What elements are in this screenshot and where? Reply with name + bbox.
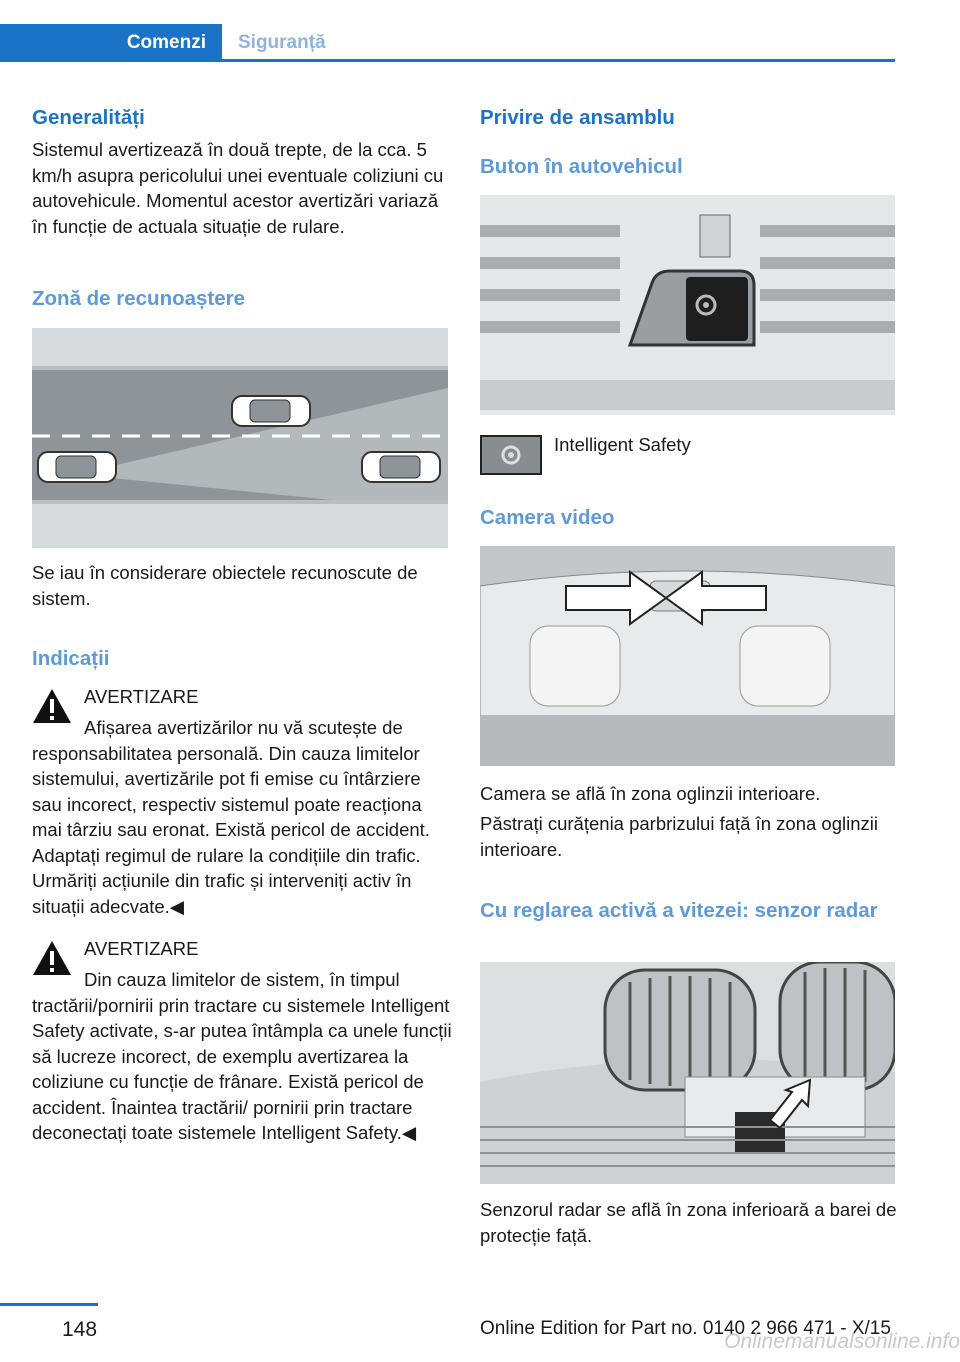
windshield-illustration (480, 546, 895, 766)
notes-heading: Indicații (32, 647, 110, 670)
road-illustration (32, 328, 448, 548)
camera-text-1: Camera se află în zona oglinzii interioare. (480, 783, 821, 804)
camera-text-2: Păstrați curățenia parbrizului față în zona oglinzii interioare. (480, 813, 878, 860)
radar-heading: Cu reglarea activă a vitezei: senzor radar (480, 899, 878, 922)
button-figure (480, 195, 895, 415)
general-heading: Generalități (32, 106, 145, 129)
button-heading: Buton în autovehicul (480, 155, 683, 178)
warning2-title: AVERTIZARE (84, 938, 199, 959)
intelligent-safety-button-icon[interactable] (480, 435, 542, 475)
radar-text: Senzorul radar se află în zona inferioară a barei de protecție față. (480, 1199, 897, 1246)
recognition-zone-figure (32, 328, 448, 548)
tab-underline (222, 59, 895, 62)
console-illustration (480, 195, 895, 415)
car-right (362, 452, 440, 482)
zone-heading: Zonă de recunoaștere (32, 287, 246, 310)
page-number: 148 (62, 1318, 98, 1341)
camera-heading: Camera video (480, 506, 615, 529)
zone-text: Se iau în considerare obiectele recunoscute de sistem. (32, 562, 418, 609)
bumper-illustration (480, 962, 895, 1184)
radar-figure (480, 962, 895, 1184)
warning1-text: Afișarea avertizărilor nu vă scutește de responsabilitatea personală. Din cauza limitelor sistemului, avertizările pot fi emise cu întârziere sau incorect, respectiv sistemul poate reacționa mai târziu sau eronat. Există pericol de accident. Adaptați regimul de rulare la condițiile din trafic. Urmăriți acțiunile din trafic și interveniți activ în situații adecvate.◀ (32, 717, 430, 917)
button-label: Intelligent Safety (554, 434, 691, 455)
camera-figure (480, 546, 895, 766)
tab-comenzi-label: Comenzi (126, 32, 206, 53)
footer-line (0, 1303, 98, 1306)
car-top (232, 396, 310, 426)
warning1-title: AVERTIZARE (84, 686, 199, 707)
watermark: Onlinemanualsonline.info (724, 1330, 960, 1353)
safety-symbol-icon (482, 437, 540, 473)
tab-comenzi[interactable] (0, 24, 222, 62)
general-text: Sistemul avertizează în două trepte, de la cca. 5 km/h asupra pericolului unei eventuale coliziuni cu autovehicule. Momentul acestor avertizări variază în funcție de actuala situație de rulare. (32, 139, 444, 237)
overview-heading: Privire de ansamblu (480, 106, 675, 129)
car-left (38, 452, 116, 482)
chapter-tabs (0, 24, 895, 62)
warning2-text: Din cauza limitelor de sistem, în timpul tractării/pornirii prin tractare cu sistemele Intelligent Safety activate, s-ar putea întâmpla ca unele funcții să lucreze incorect, de exemplu avertizarea la coliziune cu funcție de frânare. Există pericol de accident. Înaintea tractării/ pornirii prin tractare deconectați toate sistemele Intelligent Safety.◀ (32, 969, 452, 1143)
edition-text: Online Edition for Part no. 0140 2 966 471 - X/15 (480, 1318, 891, 1339)
tab-siguranta[interactable]: Siguranță (238, 32, 326, 53)
